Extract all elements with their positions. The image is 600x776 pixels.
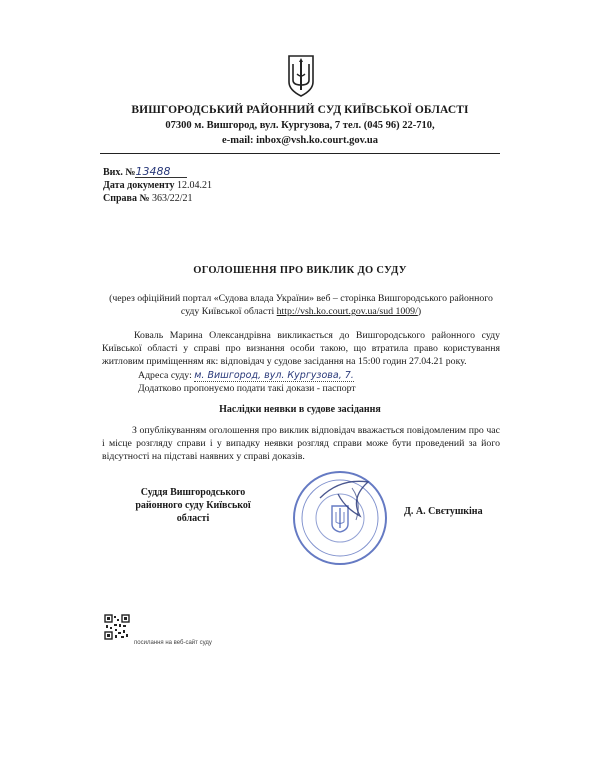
summons-paragraph: Коваль Марина Олександрівна викликається до Вишгородського районного суду Київської області у справі про визнання особи такою, що втратила право користування житловим приміщенням як: відповідач у судове засідання на 15:00 годин 27.04.21 року. bbox=[102, 330, 500, 367]
notice-subtitle bbox=[102, 292, 500, 318]
court-address-line bbox=[138, 369, 498, 382]
outgoing-number-label: Вих. № bbox=[103, 167, 136, 178]
subtitle-close: ) bbox=[417, 306, 422, 317]
outgoing-number-line bbox=[103, 166, 187, 178]
trident-emblem-icon bbox=[286, 52, 316, 100]
judge-title: Суддя Вишгородського районного суду Київської області bbox=[135, 487, 251, 524]
court-address-label: Адреса суду: bbox=[138, 370, 192, 381]
consequences-title: Наслідки неявки в судове засідання bbox=[219, 404, 381, 415]
case-number-label: Справа № bbox=[103, 193, 150, 204]
document-date-line bbox=[103, 180, 212, 191]
judge-name: Д. А. Свєтушкіна bbox=[404, 506, 483, 517]
court-address: 07300 м. Вишгород, вул. Кургузова, 7 тел. (045 96) 22-710, bbox=[165, 120, 435, 131]
case-number-value: 363/22/21 bbox=[152, 193, 193, 204]
document-date-label: Дата документу bbox=[103, 180, 175, 191]
case-number-line bbox=[103, 193, 193, 204]
header-divider bbox=[100, 153, 500, 154]
court-email: e-mail: inbox@vsh.ko.court.gov.ua bbox=[222, 135, 378, 146]
notice-title: ОГОЛОШЕННЯ ПРО ВИКЛИК ДО СУДУ bbox=[193, 265, 407, 276]
outgoing-number-handwritten: 13488 bbox=[135, 166, 187, 178]
qr-caption: посилання на веб-сайт суду bbox=[134, 640, 212, 646]
court-name: ВИШГОРОДСЬКИЙ РАЙОННИЙ СУД КИЇВСЬКОЇ ОБЛАСТІ bbox=[131, 104, 469, 116]
court-website-link[interactable]: http://vsh.ko.court.gov.ua/sud 1009/ bbox=[276, 306, 418, 317]
qr-code-icon[interactable] bbox=[104, 614, 130, 640]
court-seal-icon bbox=[290, 468, 390, 568]
document-date-value: 12.04.21 bbox=[177, 180, 212, 191]
consequences-paragraph: З опублікуванням оголошення про виклик відповідач вважається повідомленим про час і місце розгляду справи і у випадку неявки розгляд справи може бути проведений за його відсутності на підставі наявних у справі доказів. bbox=[102, 425, 500, 462]
court-address-handwritten: м. Вишгород, вул. Кургузова, 7. bbox=[194, 370, 354, 381]
subtitle-text: (через офіційний портал «Судова влада України» веб – сторінка Вишгородського районного суду Київської області bbox=[109, 293, 493, 317]
evidence-line: Додатково пропонуємо подати такі докази - паспорт bbox=[138, 383, 356, 394]
